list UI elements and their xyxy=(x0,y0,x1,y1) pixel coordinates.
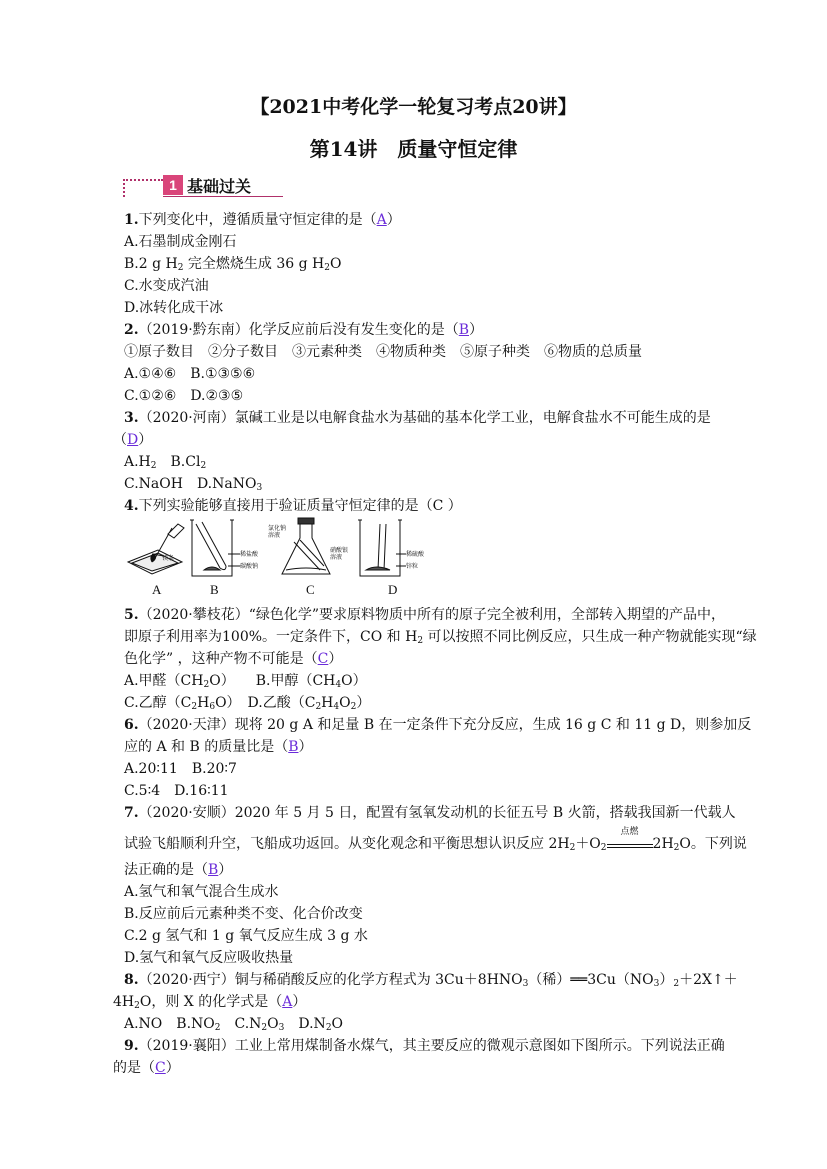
q1-option-d: D.冰转化成干冰 xyxy=(124,300,224,316)
q7-option-a: A.氢气和氧气混合生成水 xyxy=(124,884,279,900)
q8-line-1: 8.（2020·西宁）铜与稀硝酸反应的化学方程式为 $3Cu+8HNO_3$（稀）$══3Cu(NO_3)_2+2X↑+$ xyxy=(124,972,738,989)
reaction-condition: 点燃 xyxy=(620,827,639,837)
q1-answer: A xyxy=(376,212,387,228)
q2-options-cd: C.①②⑥ D.②③⑤ xyxy=(124,388,244,404)
q5-answer: C xyxy=(317,651,329,667)
q8-line-2: $4H_2O$，则 X 的化学式是（A） xyxy=(113,994,307,1011)
q3-options-cd: C.NaOH D.NaNO$_3$ xyxy=(124,476,263,493)
q5-options-ab: A.甲醛$(CH_2O)$ B.甲醇$(CH_4O)$ xyxy=(124,673,367,690)
section-dotted-line-vertical xyxy=(123,179,125,197)
q7-line-3: 法正确的是（B） xyxy=(124,862,233,878)
doc-title: 【2021中考化学一轮复习考点20讲】 xyxy=(250,96,577,118)
q4-figures xyxy=(124,516,424,596)
apparatus-b xyxy=(190,520,259,576)
apparatus-b-label-1: 稀盐酸 xyxy=(240,551,259,558)
q3-answer: D xyxy=(127,432,139,448)
reaction-condition-arrow xyxy=(607,827,653,848)
apparatus-d-label-1: 稀硫酸 xyxy=(406,551,424,558)
q2-answer: B xyxy=(458,322,469,338)
q6-options-cd: C.5∶4 D.16∶11 xyxy=(124,783,229,799)
apparatus-a-label: 镁条 xyxy=(162,555,175,562)
q8-options: A.NO $B.NO_2$ $C.N_2O_3$ $D.N_2O$ xyxy=(124,1016,344,1033)
apparatus-a xyxy=(128,524,184,574)
q7-option-b: B.反应前后元素种类不变、化合价改变 xyxy=(124,906,363,922)
q2-stem: 2.（2019·黔东南）化学反应前后没有发生变化的是（B） xyxy=(124,322,483,338)
apparatus-c-label-1: 氯化钠 xyxy=(268,525,287,532)
fig-label-d: D xyxy=(388,582,398,597)
q7-line-1: 7.（2020·安顺）2020 年 5 月 5 日，配置有氢氧发动机的长征五号 B 火箭，搭载我国新一代载人 xyxy=(124,805,736,821)
lesson-title: 第14讲 质量守恒定律 xyxy=(309,137,518,161)
q6-options-ab: A.20∶11 B.20∶7 xyxy=(124,761,237,777)
apparatus-d-label-2: 锌粒 xyxy=(406,563,419,570)
q6-line-2: 应的 A 和 B 的质量比是（B） xyxy=(124,739,313,755)
q1-option-b: B.2 g $H_2$ 完全燃烧生成 36 g $H_2O$ xyxy=(124,256,342,273)
section-label: 基础过关 xyxy=(187,177,252,196)
q9-answer: C xyxy=(155,1060,166,1076)
q4-apparatus-drawing xyxy=(124,516,424,582)
apparatus-c-label-2: 溶液 xyxy=(268,532,281,539)
section-number-badge: 1 xyxy=(163,175,183,195)
q6-answer: B xyxy=(288,739,299,755)
q7-option-d: D.氢气和氧气反应吸收热量 xyxy=(124,950,294,966)
q9-line-2: 的是（C） xyxy=(113,1060,180,1076)
q3-options-ab: $A.H_2$ $B.Cl_2$ xyxy=(124,454,207,471)
section-dotted-line xyxy=(123,179,163,181)
q5-options-cd: C.乙醇$(C_2H_6O)$ D.乙酸$(C_2H_4O_2)$ xyxy=(124,695,371,712)
apparatus-b-label-2: 碳酸钠 xyxy=(240,563,259,570)
q6-line-1: 6.（2020·天津）现将 20 g A 和足量 B 在一定条件下充分反应，生成 16 g C 和 11 g D，则参加反 xyxy=(124,717,752,733)
q7-line-2: 试验飞船顺利升空，飞船成功返回。从变化观念和平衡思想认识反应 $2H_2+O_2$ 点燃 $2H_2O$。下列说 xyxy=(124,834,747,854)
fig-label-a: A xyxy=(152,582,162,597)
section-underline xyxy=(163,196,283,197)
q3-answer-line: （D） xyxy=(113,432,153,448)
q4-stem: 4.下列实验能够直接用于验证质量守恒定律的是（C ） xyxy=(124,498,462,514)
apparatus-d xyxy=(358,520,424,576)
q5-line-2: 即原子利用率为100%。一定条件下，CO 和 $H_2$ 可以按照不同比例反应，只生成一种产物就能实现“绿 xyxy=(124,629,757,646)
apparatus-c-label-3: 硝酸银 xyxy=(330,547,349,554)
apparatus-c xyxy=(268,518,348,574)
q2-options-ab: A.①④⑥ B.①③⑤⑥ xyxy=(124,366,256,382)
section-header xyxy=(123,174,273,200)
q1-option-a: A.石墨制成金刚石 xyxy=(124,234,237,250)
q5-line-3: 色化学” ，这种产物不可能是（C） xyxy=(124,651,343,667)
q2-items: ①原子数目 ②分子数目 ③元素种类 ④物质种类 ⑤原子种类 ⑥物质的总质量 xyxy=(124,344,642,360)
q1-option-c: C.水变成汽油 xyxy=(124,278,209,294)
fig-label-b: B xyxy=(210,582,219,597)
q3-stem: 3.（2020·河南）氯碱工业是以电解食盐水为基础的基本化学工业，电解食盐水不可能生成的是 xyxy=(124,410,711,426)
apparatus-c-label-4: 溶液 xyxy=(330,554,343,561)
q9-line-1: 9.（2019·襄阳）工业上常用煤制备水煤气，其主要反应的微观示意图如下图所示。下列说法正确 xyxy=(124,1038,725,1054)
q7-option-c: C.2 g 氢气和 1 g 氧气反应生成 3 g 水 xyxy=(124,928,368,944)
q8-answer: A xyxy=(282,994,293,1010)
fig-label-c: C xyxy=(306,582,315,597)
q1-stem: 1.下列变化中，遵循质量守恒定律的是（A） xyxy=(124,212,401,228)
q5-line-1: 5.（2020·攀枝花）“绿色化学”要求原料物质中所有的原子完全被利用，全部转入期望的产品中， xyxy=(124,607,726,623)
q7-answer: B xyxy=(208,862,219,878)
